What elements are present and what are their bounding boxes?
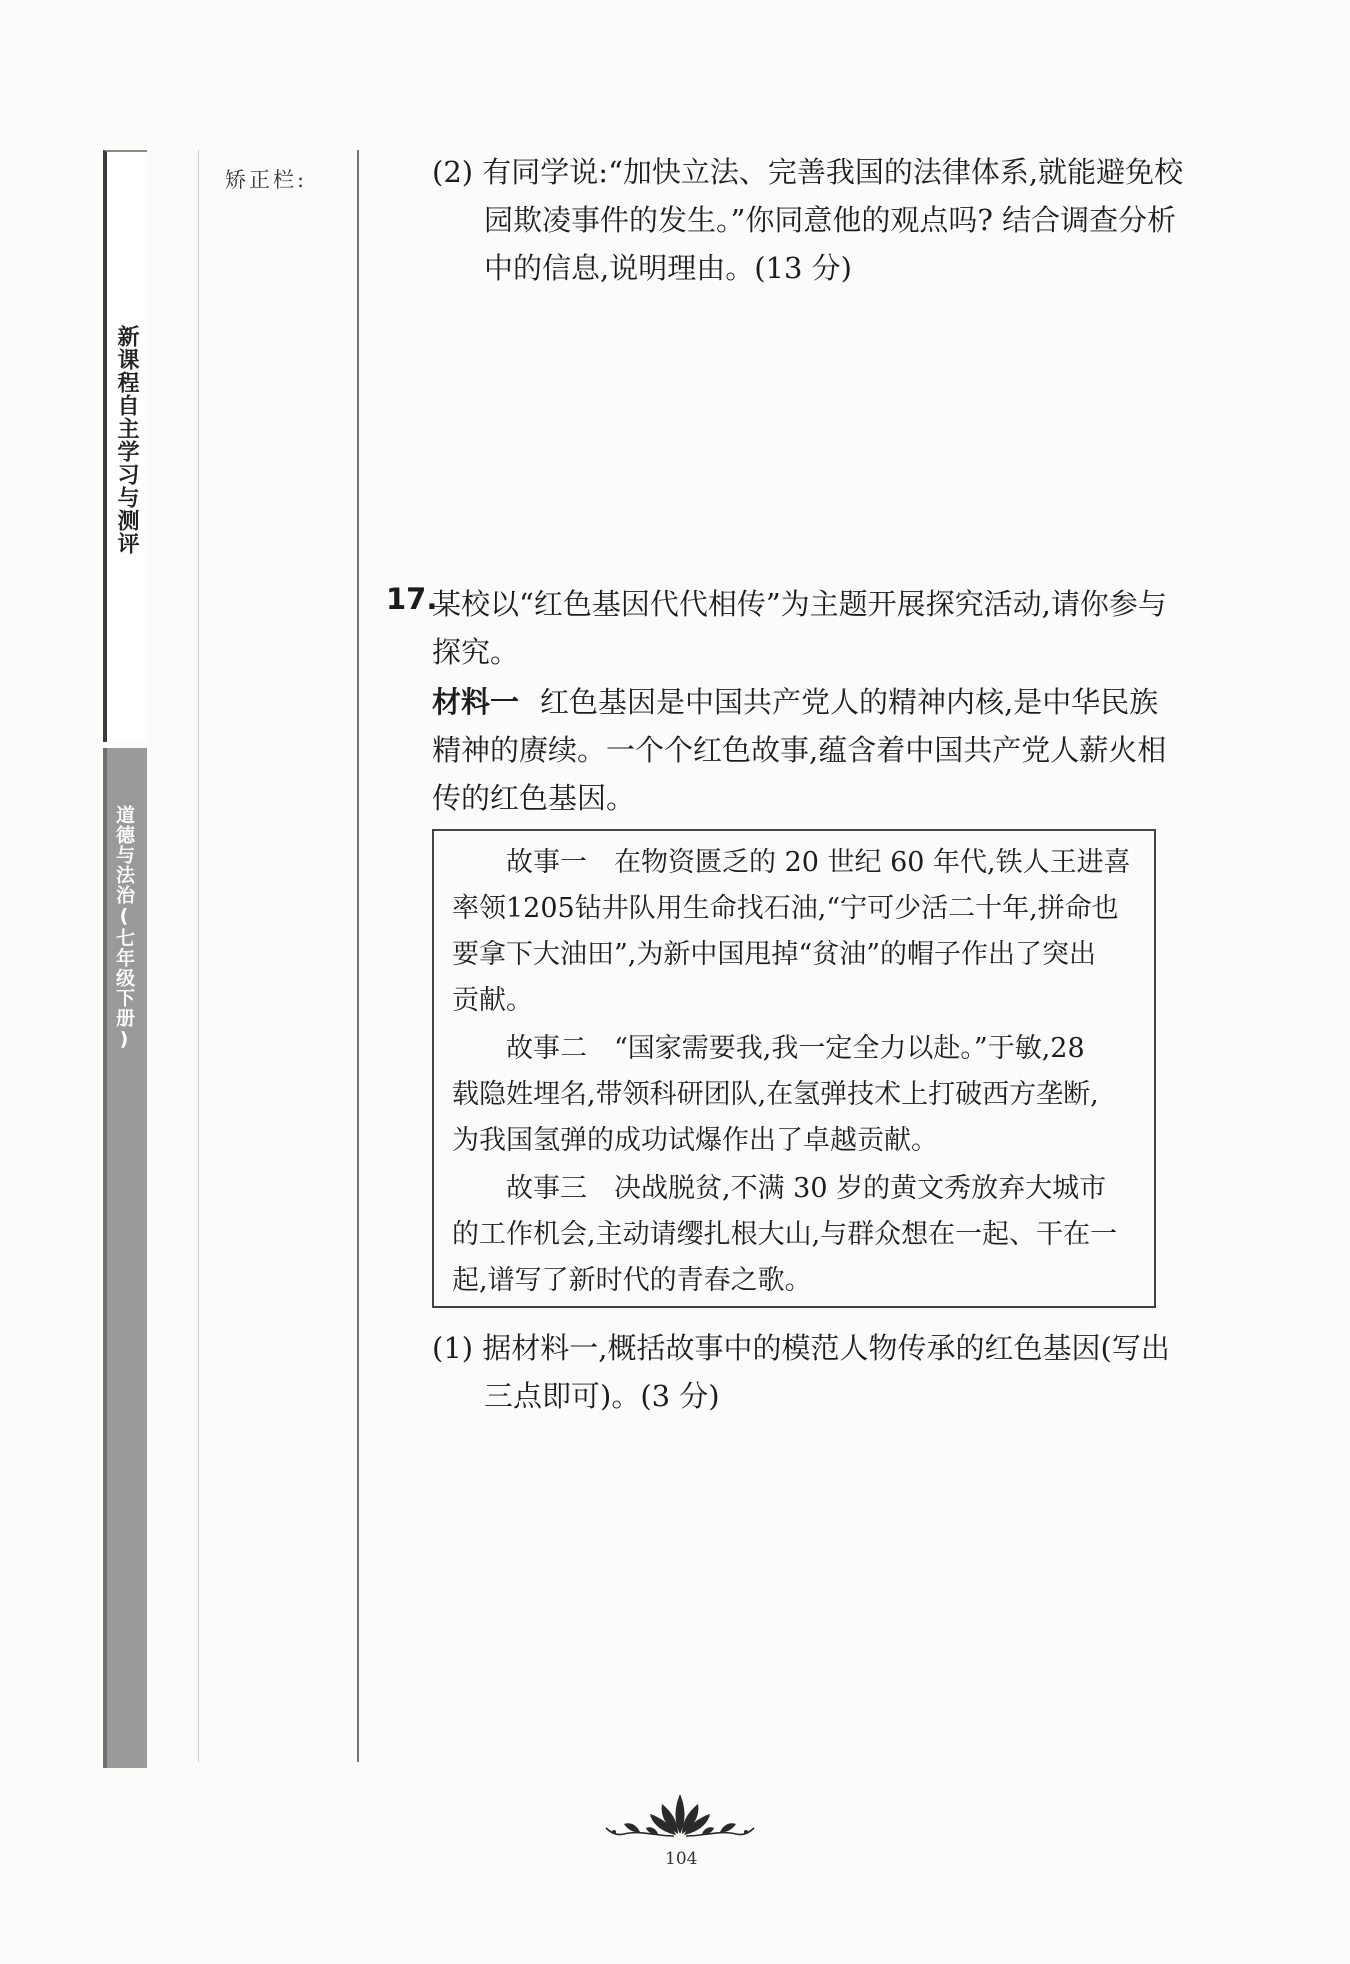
q16-part2-line: 园欺凌事件的发生。”你同意他的观点吗? 结合调查分析 [484, 203, 1177, 237]
sidebar-series-title: 新课程自主学习与测评 [114, 325, 139, 555]
story-line: 为我国氢弹的成功试爆作出了卓越贡献。 [452, 1125, 938, 1156]
question-number: 17. [386, 582, 438, 616]
material-line: 精神的赓续。一个个红色故事,蕴含着中国共产党人薪火相 [432, 733, 1167, 767]
leaf-ornament-icon [600, 1786, 760, 1846]
q17-stem-line: 探究。 [432, 635, 520, 669]
material-line: 传的红色基因。 [432, 781, 636, 815]
correction-column-label: 矫正栏: [225, 168, 308, 192]
story-line: 要拿下大油田”,为新中国甩掉“贫油”的帽子作出了突出 [452, 939, 1096, 970]
story-line: 故事二 “国家需要我,我一定全力以赴。”于敏,28 [506, 1033, 1085, 1064]
story-line: 载隐姓埋名,带领科研团队,在氢弹技术上打破西方垄断, [452, 1079, 1099, 1110]
story-line: 故事三 决战脱贫,不满 30 岁的黄文秀放弃大城市 [506, 1173, 1107, 1204]
q17-part1-line: 三点即可)。(3 分) [484, 1379, 720, 1413]
material-line: 红色基因是中国共产党人的精神内核,是中华民族 [540, 685, 1159, 719]
correction-column [198, 150, 359, 1762]
story-line: 率领1205钻井队用生命找石油,“宁可少活二十年,拼命也 [452, 893, 1119, 924]
material-label: 材料一 [432, 685, 520, 719]
page-number: 104 [665, 1849, 698, 1869]
story-line: 贡献。 [452, 985, 533, 1016]
sidebar-subject-title: 道德与法治(七年级下册) [113, 805, 135, 1051]
q17-part1-line: (1) 据材料一,概括故事中的模范人物传承的红色基因(写出 [432, 1331, 1170, 1365]
story-line: 故事一 在物资匮乏的 20 世纪 60 年代,铁人王进喜 [506, 847, 1131, 878]
q17-stem-line: 某校以“红色基因代代相传”为主题开展探究活动,请你参与 [432, 587, 1167, 621]
q16-part2-line: 中的信息,说明理由。(13 分) [484, 251, 852, 285]
story-line: 的工作机会,主动请缨扎根大山,与群众想在一起、干在一 [452, 1219, 1118, 1250]
q16-part2-line: (2) 有同学说:“加快立法、完善我国的法律体系,就能避免校 [432, 155, 1184, 189]
story-line: 起,谱写了新时代的青春之歌。 [452, 1265, 812, 1296]
